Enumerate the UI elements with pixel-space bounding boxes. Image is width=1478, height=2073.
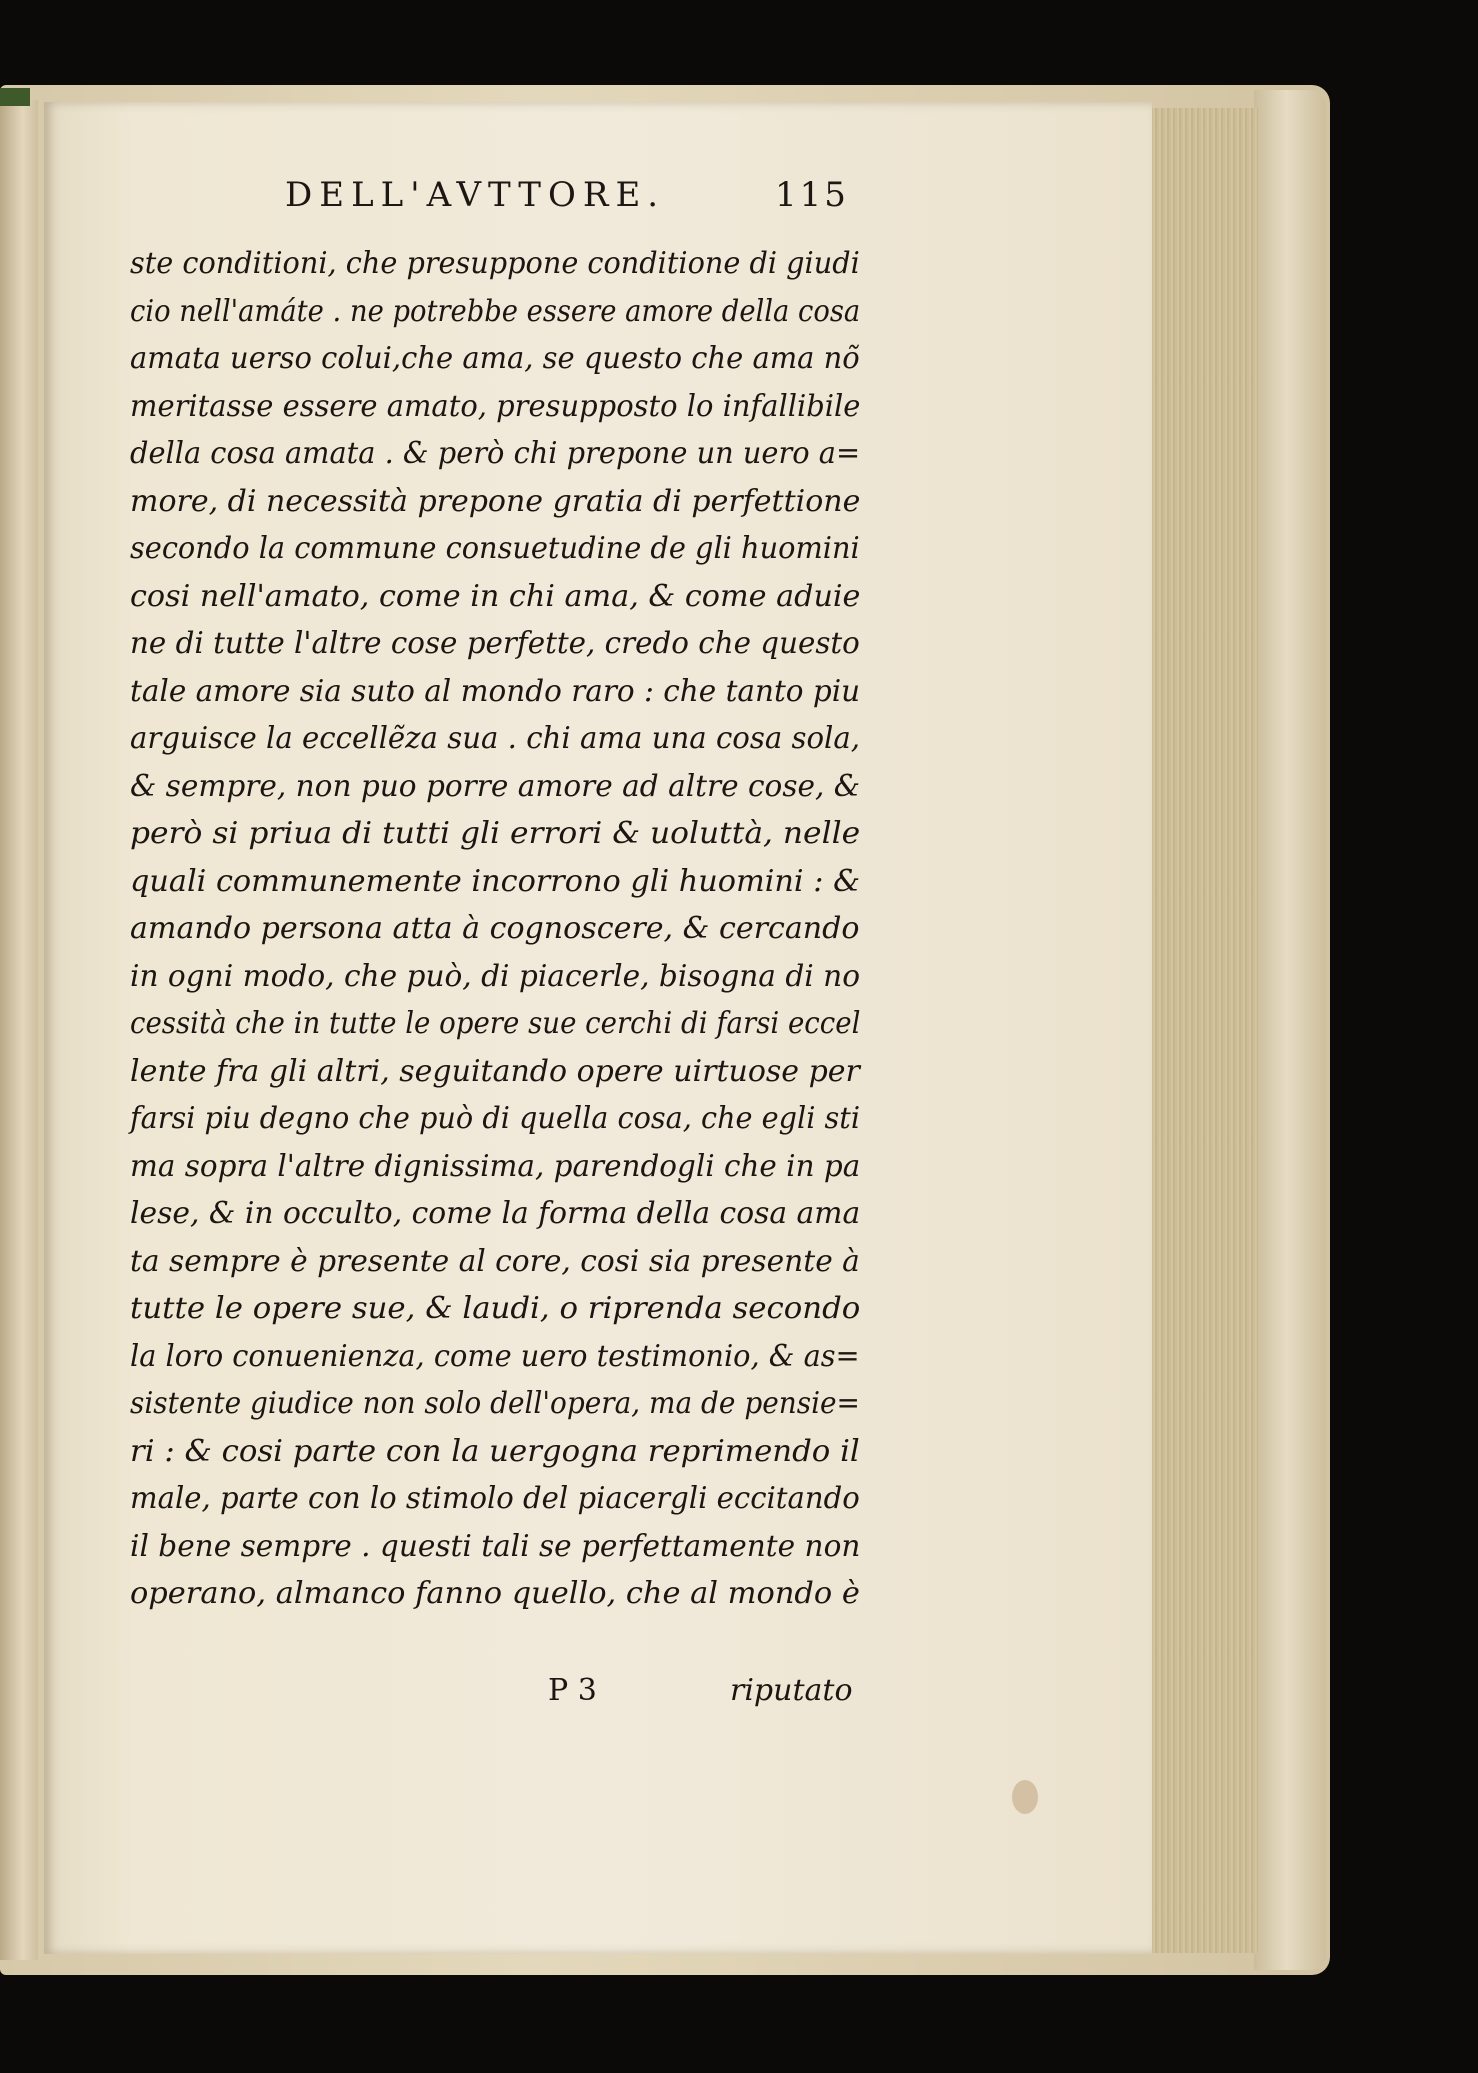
paper-stain xyxy=(1012,1780,1038,1814)
signature-mark: P 3 xyxy=(548,1673,597,1708)
text-line: in ogni modo, che può, di piacerle, bisogna di no xyxy=(130,958,861,993)
text-line: & sempre, non puo porre amore ad altre cose, & xyxy=(130,768,861,803)
text-line: la loro conuenienza, come uero testimonio, & as= xyxy=(130,1338,860,1373)
text-line: secondo la commune consuetudine de gli huomini xyxy=(130,531,860,565)
text-line: arguisce la eccellẽza sua . chi ama una cosa sola, xyxy=(130,721,861,755)
folio-number: 115 xyxy=(775,175,849,215)
vellum-cover-edge xyxy=(1254,90,1326,1970)
text-line: tutte le opere sue, & laudi, o riprenda secondo xyxy=(130,1291,861,1325)
text-line: però si priua di tutti gli errori & uoluttà, nelle xyxy=(130,816,861,850)
text-line: cessità che in tutte le opere sue cerchi di farsi eccel xyxy=(130,1006,861,1040)
text-line: meritasse essere amato, presupposto lo infallibile xyxy=(130,388,861,423)
text-line: lente fra gli altri, seguitando opere uirtuose per xyxy=(130,1053,860,1088)
ribbon-tab xyxy=(0,88,30,106)
text-line: cio nell'amáte . ne potrebbe essere amore della cosa xyxy=(130,293,861,328)
text-line: tale amore sia suto al mondo raro : che tanto piu xyxy=(130,673,861,708)
text-line: amando persona atta à cognoscere, & cercando xyxy=(130,911,860,945)
running-head: DELL'AVTTORE. xyxy=(285,175,666,215)
text-line: ta sempre è presente al core, cosi sia presente à xyxy=(130,1243,860,1278)
text-line: ste conditioni, che presuppone conditione di giudi xyxy=(130,246,860,280)
text-line: della cosa amata . & però chi prepone un uero a= xyxy=(130,436,861,470)
text-line: il bene sempre . questi tali se perfettamente non xyxy=(130,1528,861,1563)
text-line: quali communemente incorrono gli huomini : & xyxy=(130,863,861,898)
body-text xyxy=(130,240,860,1618)
text-line: ne di tutte l'altre cose perfette, credo che questo xyxy=(130,626,860,660)
text-line: male, parte con lo stimolo del piacergli eccitando xyxy=(130,1481,860,1515)
catchword: riputato xyxy=(730,1673,853,1708)
page-fore-edge xyxy=(1140,108,1258,1953)
text-line: more, di necessità prepone gratia di perfettione xyxy=(130,483,861,518)
text-line: sistente giudice non solo dell'opera, ma de pensie= xyxy=(130,1386,860,1420)
text-line: operano, almanco fanno quello, che al mondo è xyxy=(130,1576,860,1610)
text-line: ri : & cosi parte con la uergogna reprimendo il xyxy=(130,1433,860,1468)
text-line: ma sopra l'altre dignissima, parendogli che in pa xyxy=(130,1148,861,1183)
text-line: farsi piu degno che può di quella cosa, che egli sti xyxy=(130,1101,861,1135)
text-line: amata uerso colui,che ama, se questo che ama nõ xyxy=(130,341,860,375)
facing-page-edge xyxy=(0,100,38,1960)
text-line: lese, & in occulto, come la forma della cosa ama xyxy=(130,1196,861,1230)
text-line: cosi nell'amato, come in chi ama, & come aduie xyxy=(130,578,861,613)
